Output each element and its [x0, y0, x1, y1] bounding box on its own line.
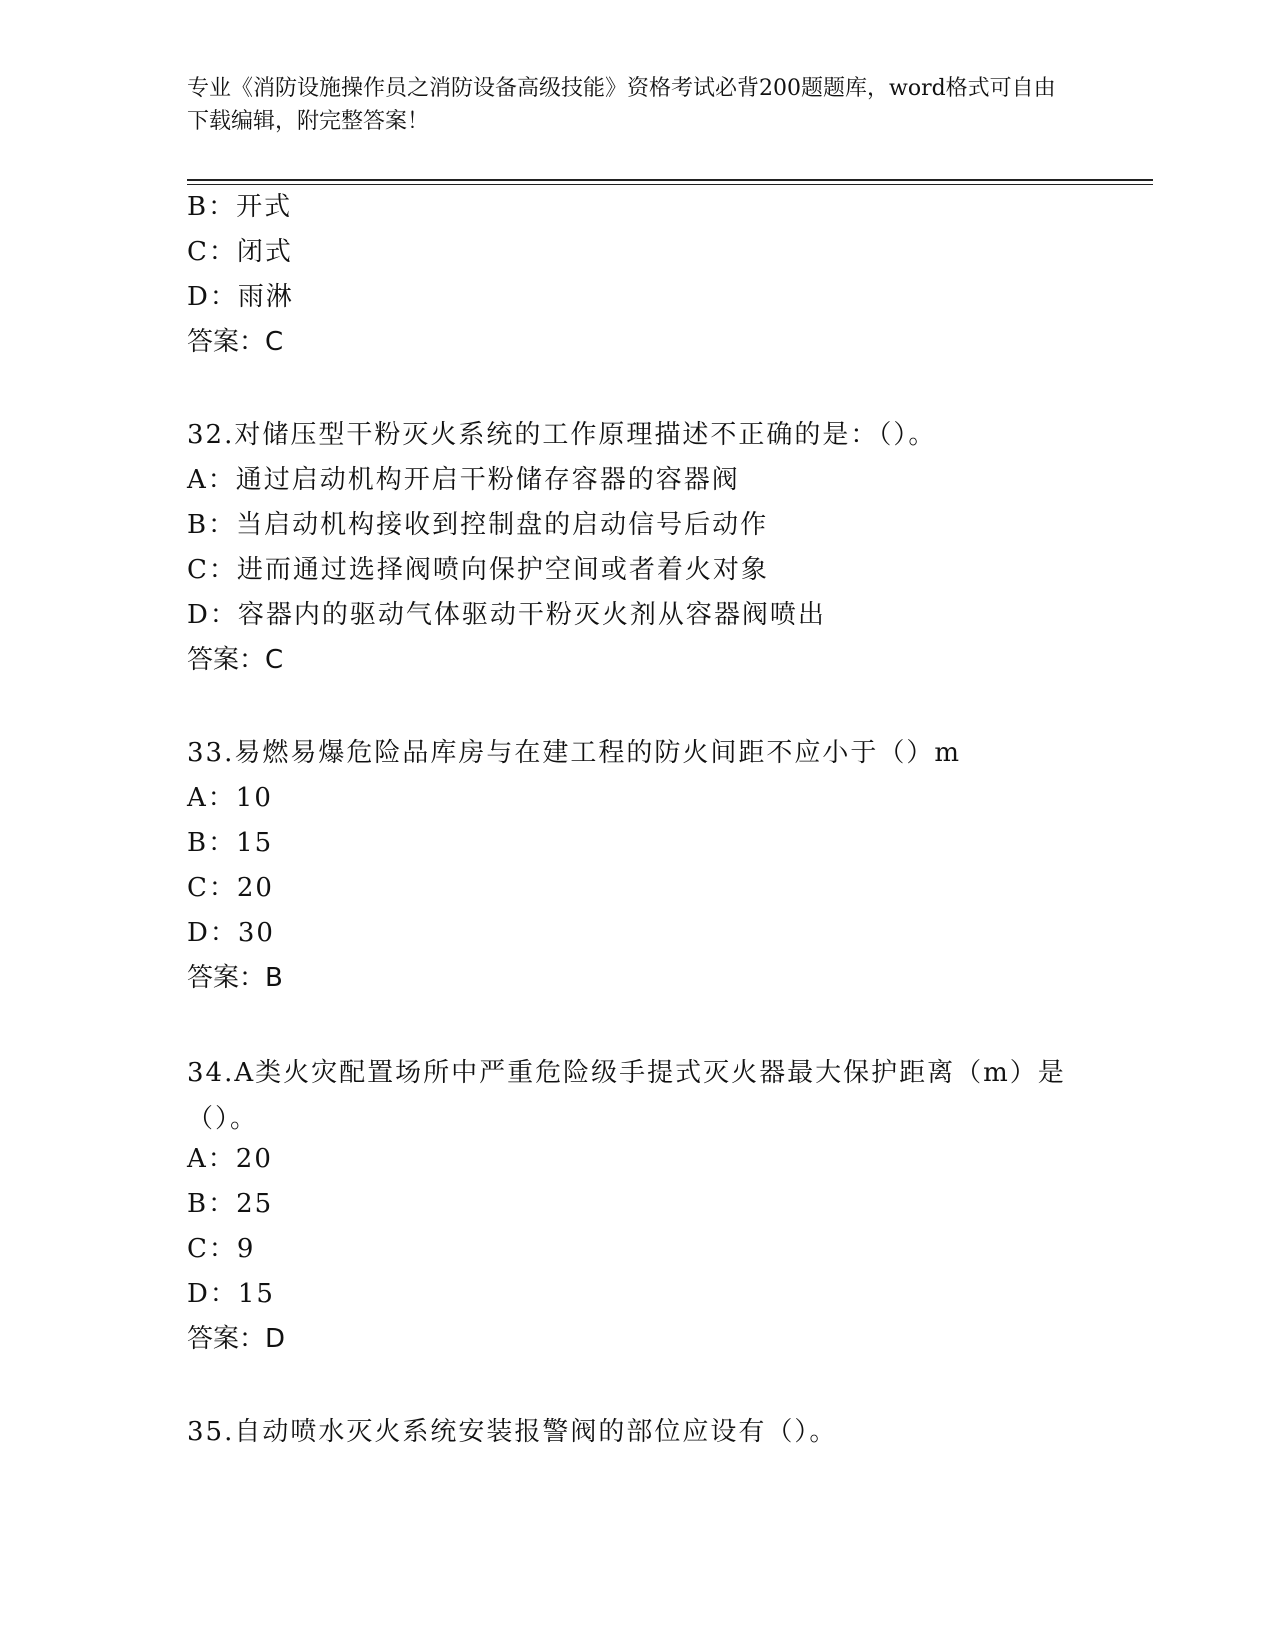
q32-option-a: A：通过启动机构开启干粉储存容器的容器阀 — [187, 465, 740, 495]
q32-question: 32.对储压型干粉灭火系统的工作原理描述不正确的是：（）。 — [187, 420, 937, 450]
q35-question: 35.自动喷水灭火系统安装报警阀的部位应设有（）。 — [187, 1417, 838, 1447]
q34-option-d: D：15 — [187, 1279, 275, 1309]
header-rule-thin — [187, 184, 1153, 185]
q32-option-d: D：容器内的驱动气体驱动干粉灭火剂从容器阀喷出 — [187, 600, 826, 630]
q31-option-b: B：开式 — [187, 192, 293, 222]
q33-option-d: D：30 — [187, 918, 275, 948]
q34-option-b: B：25 — [187, 1189, 274, 1219]
q34-answer: 答案：D — [187, 1324, 286, 1354]
q33-question: 33.易燃易爆危险品库房与在建工程的防火间距不应小于（）m — [187, 738, 962, 768]
q34-option-c: C：9 — [187, 1234, 256, 1264]
q33-answer: 答案：B — [187, 963, 283, 993]
q31-option-c: C：闭式 — [187, 237, 293, 267]
q32-answer: 答案：C — [187, 645, 284, 675]
q34-question: 34.A类火灾配置场所中严重危险级手提式灭火器最大保护距离（m）是（）。 — [187, 1058, 1066, 1134]
header-rule-thick — [187, 179, 1153, 181]
q31-option-d: D：雨淋 — [187, 282, 294, 312]
q34-option-a: A：20 — [187, 1144, 273, 1174]
document-header: 专业《消防设施操作员之消防设备高级技能》资格考试必背200题题库，word格式可自由下载编辑，附完整答案！ — [187, 76, 1056, 134]
q32-option-b: B：当启动机构接收到控制盘的启动信号后动作 — [187, 510, 769, 540]
q33-option-c: C：20 — [187, 873, 274, 903]
q33-option-a: A：10 — [187, 783, 273, 813]
q32-option-c: C：进而通过选择阀喷向保护空间或者着火对象 — [187, 555, 769, 585]
q31-answer: 答案：C — [187, 327, 284, 357]
q33-option-b: B：15 — [187, 828, 274, 858]
